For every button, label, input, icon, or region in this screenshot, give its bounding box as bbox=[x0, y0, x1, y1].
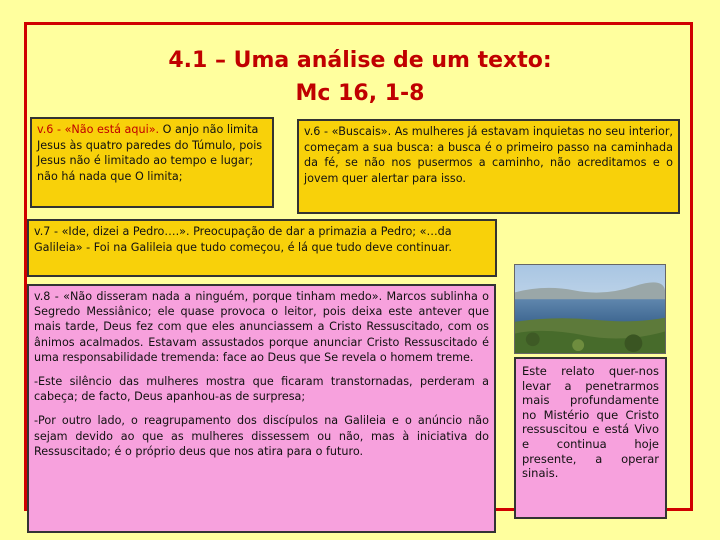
verse-commentary: v.7 - «Ide, dizei a Pedro….». Preocupação de dar a primazia a Pedro; «…da Galileia» - Foi na Galileia que tudo começou, é lá que tudo deve continuar. bbox=[34, 225, 452, 254]
verse8-paragraph-2: -Este silêncio das mulheres mostra que ficaram transtornadas, perderam a cabeça; de facto, Deus apanhou-as de surpresa; bbox=[34, 375, 489, 404]
verse7-box bbox=[27, 219, 497, 277]
verse-commentary: As mulheres já estavam inquietas no seu interior, começam a sua busca: a busca é o primeiro passo na caminhada da fé, se não nos pusermos a caminho, não acreditamos e o jovem quer alertar para isso. bbox=[304, 125, 673, 185]
slide-title-line1: 4.1 – Uma análise de um texto: bbox=[168, 48, 552, 73]
verse8-box bbox=[27, 284, 496, 533]
verse-commentary: O anjo não limita Jesus às quatro paredes do Túmulo, pois Jesus não é limitado ao tempo e lugar; não há nada que O limita; bbox=[37, 123, 263, 183]
verse-reference: v.6 - «Não está aqui». bbox=[37, 123, 160, 136]
closing-reflection-box bbox=[514, 357, 667, 519]
galilee-lake-photo bbox=[514, 264, 666, 354]
verse8-paragraph-1: v.8 - «Não disseram nada a ninguém, porque tinham medo». Marcos sublinha o Segredo Messiânico; ele quase provoca o leitor, pois deixa este antever que mais tarde, Deus fez com que eles anunciassem a Cristo Ressuscitado, com os ânimos acalmados. Estavam assustados porque anunciar Cristo Ressuscitado é uma responsabilidade tremenda: face ao Deus que Se revela o homem treme. bbox=[34, 290, 489, 364]
verse-reference: v.6 - «Buscais». bbox=[304, 125, 392, 138]
verse8-paragraph-3: -Por outro lado, o reagrupamento dos discípulos na Galileia e o anúncio não sejam devido ao que as mulheres dissessem ou não, mas à iniciativa do Ressuscitado; é o próprio deus que nos atira para o futuro. bbox=[34, 414, 489, 458]
closing-reflection-text: Este relato quer-nos levar a penetrarmos mais profundamente no Mistério que Cristo ressuscitou e está Vivo e continua hoje presente, a operar sinais. bbox=[522, 364, 659, 481]
verse6-not-here-box bbox=[30, 117, 274, 208]
verse6-seek-box bbox=[297, 119, 680, 214]
slide-title-line2: Mc 16, 1-8 bbox=[295, 81, 425, 106]
